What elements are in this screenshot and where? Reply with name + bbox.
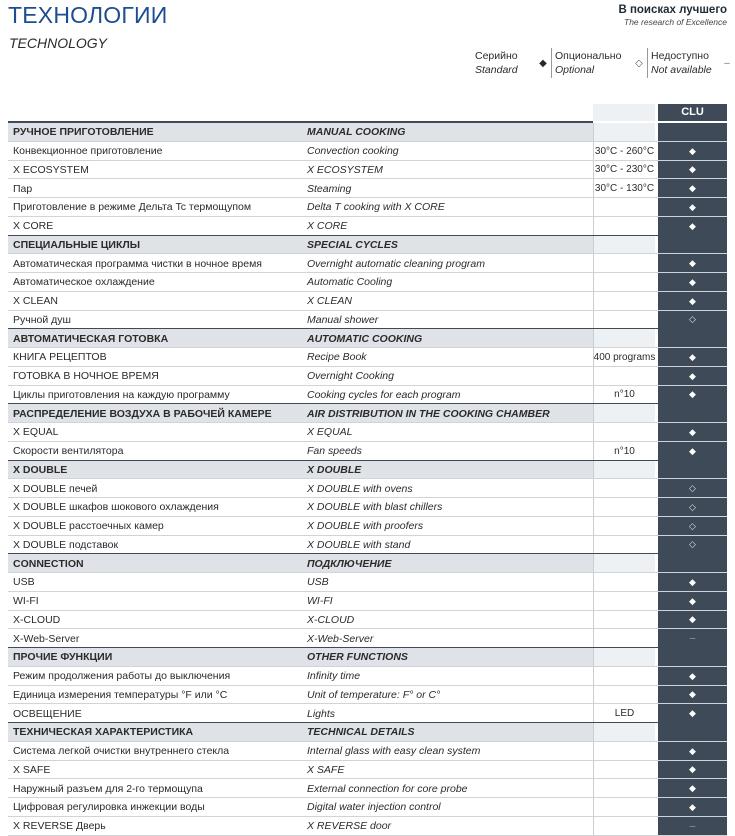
- feature-value: [593, 761, 655, 780]
- table-row: [8, 536, 727, 555]
- feature-name-en: X ECOSYSTEM: [307, 163, 383, 176]
- section-title-ru: РАСПРЕДЕЛЕНИЕ ВОЗДУХА В РАБОЧЕЙ КАМЕРЕ: [13, 407, 272, 420]
- feature-value: n°10: [593, 442, 655, 461]
- feature-value: [593, 423, 655, 442]
- dash-icon: –: [689, 633, 696, 645]
- feature-value: [593, 554, 655, 573]
- table-row: [8, 423, 727, 442]
- section-title-en: OTHER FUNCTIONS: [307, 651, 408, 664]
- feature-name-en: Overnight Cooking: [307, 370, 394, 383]
- feature-name-en: X EQUAL: [307, 426, 353, 439]
- section-row: [8, 648, 727, 667]
- clu-availability: [658, 648, 727, 667]
- table-row: [8, 798, 727, 817]
- feature-name-ru: X ECOSYSTEM: [13, 163, 89, 176]
- filled-diamond-icon: ◆: [689, 426, 696, 437]
- feature-name-en: Manual shower: [307, 313, 379, 326]
- feature-name-en: Internal glass with easy clean system: [307, 745, 481, 758]
- feature-name-en: X CORE: [307, 220, 348, 233]
- feature-name-ru: USB: [13, 576, 35, 589]
- feature-name-ru: Циклы приготовления на каждую программу: [13, 388, 230, 401]
- filled-diamond-icon: ◆: [689, 745, 696, 756]
- filled-diamond-icon: ◆: [689, 764, 696, 775]
- feature-value: [593, 217, 655, 236]
- feature-name-ru: Режим продолжения работы до выключения: [13, 670, 231, 683]
- hollow-diamond-icon: ◇: [689, 539, 696, 550]
- table-body: [8, 123, 727, 836]
- table-row: [8, 817, 727, 836]
- section-title-en: AIR DISTRIBUTION IN THE COOKING CHAMBER: [307, 407, 550, 420]
- clu-availability: [658, 123, 727, 142]
- brand-slogan-en: The research of Excellence: [624, 17, 727, 27]
- feature-value: [593, 404, 655, 423]
- legend-optional-en: Optional: [555, 64, 595, 76]
- table-row: [8, 217, 727, 236]
- feature-name-en: Lights: [307, 707, 336, 720]
- section-row: [8, 329, 727, 348]
- filled-diamond-icon: ◆: [689, 145, 696, 156]
- feature-name-ru: WI-FI: [13, 595, 39, 608]
- feature-value: [593, 517, 655, 536]
- clu-availability: [658, 573, 727, 592]
- table-row: [8, 573, 727, 592]
- table-row: [8, 273, 727, 292]
- table-row: [8, 667, 727, 686]
- clu-availability: [658, 198, 727, 217]
- filled-diamond-icon: ◆: [689, 351, 696, 362]
- filled-diamond-icon: ◆: [689, 670, 696, 681]
- filled-diamond-icon: ◆: [689, 783, 696, 794]
- legend: [472, 48, 735, 78]
- feature-value: 30°C - 230°C: [593, 161, 655, 180]
- feature-name-en: Recipe Book: [307, 351, 367, 364]
- filled-diamond-icon: ◆: [689, 445, 696, 456]
- table-row: [8, 442, 727, 461]
- feature-name-ru: Система легкой очистки внутреннего стекла: [13, 745, 230, 758]
- clu-availability: [658, 667, 727, 686]
- hollow-diamond-icon: ◇: [689, 501, 696, 512]
- clu-availability: [658, 461, 727, 480]
- section-row: [8, 236, 727, 255]
- table-row: [8, 517, 727, 536]
- clu-availability: [658, 442, 727, 461]
- filled-diamond-icon: ◆: [689, 220, 696, 231]
- filled-diamond-icon: ◆: [689, 201, 696, 212]
- feature-value: [593, 817, 655, 836]
- feature-value: [593, 329, 655, 348]
- clu-availability: [658, 423, 727, 442]
- feature-name-ru: Цифровая регулировка инжекции воды: [13, 801, 205, 814]
- section-title-en: AUTOMATIC COOKING: [307, 332, 423, 345]
- legend-standard-en: Standard: [475, 64, 518, 76]
- section-title-ru: X DOUBLE: [13, 463, 68, 476]
- row-divider: [8, 835, 727, 836]
- clu-availability: [658, 311, 727, 330]
- feature-value: [593, 198, 655, 217]
- feature-name-ru: X DOUBLE расстоечных камер: [13, 520, 164, 533]
- feature-value: 400 programs: [593, 348, 655, 367]
- section-title-ru: ТЕХНИЧЕСКАЯ ХАРАКТЕРИСТИКА: [13, 726, 194, 739]
- feature-name-ru: Автоматическое охлаждение: [13, 276, 155, 289]
- feature-value: [593, 479, 655, 498]
- filled-diamond-icon: ◆: [689, 614, 696, 625]
- clu-availability: [658, 142, 727, 161]
- section-title-ru: СПЕЦИАЛЬНЫЕ ЦИКЛЫ: [13, 238, 141, 251]
- feature-name-en: External connection for core probe: [307, 782, 468, 795]
- table-row: [8, 161, 727, 180]
- feature-name-en: Convection cooking: [307, 145, 399, 158]
- filled-diamond-icon: ◆: [689, 708, 696, 719]
- feature-name-en: X-CLOUD: [307, 613, 355, 626]
- feature-value: [593, 798, 655, 817]
- table-row: [8, 761, 727, 780]
- feature-name-ru: X EQUAL: [13, 426, 59, 439]
- clu-availability: [658, 367, 727, 386]
- clu-availability: [658, 329, 727, 348]
- filled-diamond-icon: ◆: [689, 276, 696, 287]
- feature-name-en: X DOUBLE with blast chillers: [307, 501, 443, 514]
- clu-availability: [658, 479, 727, 498]
- feature-value: [593, 236, 655, 255]
- hollow-diamond-icon: ◇: [689, 520, 696, 531]
- hollow-diamond-icon: ◇: [689, 483, 696, 494]
- feature-name-en: USB: [307, 576, 329, 589]
- dash-icon: –: [724, 57, 730, 69]
- filled-diamond-icon: ◆: [689, 370, 696, 381]
- feature-name-en: Digital water injection control: [307, 801, 441, 814]
- section-title-en: ПОДКЛЮЧЕНИЕ: [307, 557, 392, 570]
- table-row: [8, 742, 727, 761]
- table-row: [8, 592, 727, 611]
- feature-name-ru: Пар: [13, 182, 33, 195]
- feature-name-ru: X DOUBLE подставок: [13, 538, 119, 551]
- table-row: [8, 292, 727, 311]
- feature-name-ru: Автоматическая программа чистки в ночное время: [13, 257, 262, 270]
- feature-name-en: X DOUBLE with ovens: [307, 482, 413, 495]
- legend-not-available: [647, 48, 735, 78]
- feature-name-ru: X CORE: [13, 220, 54, 233]
- feature-name-ru: Единица измерения температуры °F или °С: [13, 688, 228, 701]
- table-row: [8, 686, 727, 705]
- section-band: [8, 554, 593, 573]
- feature-name-en: X CLEAN: [307, 295, 352, 308]
- features-table: [8, 104, 727, 836]
- clu-availability: [658, 817, 727, 836]
- legend-optional-ru: Опционально: [555, 50, 622, 62]
- feature-name-ru: Наружный разъем для 2-го термощупа: [13, 782, 203, 795]
- clu-availability: [658, 348, 727, 367]
- hollow-diamond-icon: ◇: [689, 314, 696, 325]
- section-title-en: SPECIAL CYCLES: [307, 238, 398, 251]
- section-title-en: TECHNICAL DETAILS: [307, 726, 415, 739]
- clu-availability: [658, 592, 727, 611]
- filled-diamond-icon: ◆: [689, 164, 696, 175]
- value-column-header: [593, 104, 655, 121]
- clu-availability: [658, 273, 727, 292]
- feature-name-ru: Ручной душ: [13, 313, 71, 326]
- section-band: [8, 461, 593, 480]
- clu-availability: [658, 498, 727, 517]
- clu-availability: [658, 161, 727, 180]
- feature-value: [593, 629, 655, 648]
- feature-value: [593, 123, 655, 142]
- feature-name-ru: X SAFE: [13, 763, 51, 776]
- page-subtitle: TECHNOLOGY: [9, 35, 108, 51]
- section-title-ru: АВТОМАТИЧЕСКАЯ ГОТОВКА: [13, 332, 169, 345]
- feature-name-ru: X-Web-Server: [13, 632, 80, 645]
- feature-name-en: Steaming: [307, 182, 352, 195]
- feature-name-ru: Приготовление в режиме Дельта Tc термощупом: [13, 201, 252, 214]
- section-row: [8, 554, 727, 573]
- filled-diamond-icon: ◆: [689, 295, 696, 306]
- table-row: [8, 179, 727, 198]
- table-row: [8, 498, 727, 517]
- feature-value: [593, 667, 655, 686]
- feature-name-en: X DOUBLE with proofers: [307, 520, 424, 533]
- feature-value: [593, 686, 655, 705]
- feature-value: [593, 723, 655, 742]
- clu-availability: [658, 704, 727, 723]
- page-title: ТЕХНОЛОГИИ: [8, 2, 168, 28]
- feature-name-en: X SAFE: [307, 763, 345, 776]
- feature-name-ru: Скорости вентилятора: [13, 445, 124, 458]
- section-title-en: MANUAL COOKING: [307, 126, 406, 139]
- section-row: [8, 123, 727, 142]
- clu-availability: [658, 761, 727, 780]
- section-title-ru: CONNECTION: [13, 557, 84, 570]
- table-row: [8, 704, 727, 723]
- table-row: [8, 142, 727, 161]
- feature-name-en: Fan speeds: [307, 445, 362, 458]
- clu-availability: [658, 686, 727, 705]
- feature-value: [593, 611, 655, 630]
- feature-name-ru: ОСВЕЩЕНИЕ: [13, 707, 82, 720]
- brand-block: [618, 4, 727, 27]
- feature-name-en: Infinity time: [307, 670, 361, 683]
- feature-name-en: Unit of temperature: F° or C°: [307, 688, 441, 701]
- feature-value: [593, 254, 655, 273]
- filled-diamond-icon: ◆: [689, 595, 696, 606]
- feature-name-ru: Конвекционное приготовление: [13, 145, 163, 158]
- section-title-ru: РУЧНОЕ ПРИГОТОВЛЕНИЕ: [13, 126, 154, 139]
- brand-slogan: В поисках лучшего: [618, 4, 727, 16]
- feature-name-en: X DOUBLE with stand: [307, 538, 411, 551]
- feature-name-ru: X DOUBLE шкафов шокового охлаждения: [13, 501, 219, 514]
- legend-na-ru: Недоступно: [651, 50, 709, 62]
- feature-value: [593, 292, 655, 311]
- feature-value: [593, 573, 655, 592]
- table-row: [8, 611, 727, 630]
- table-row: [8, 348, 727, 367]
- clu-availability: [658, 798, 727, 817]
- legend-standard: [472, 48, 551, 78]
- feature-value: [593, 648, 655, 667]
- filled-diamond-icon: ◆: [689, 183, 696, 194]
- feature-name-en: X REVERSE door: [307, 820, 392, 833]
- section-row: [8, 404, 727, 423]
- clu-availability: [658, 611, 727, 630]
- feature-name-en: WI-FI: [307, 595, 333, 608]
- filled-diamond-icon: ◆: [689, 258, 696, 269]
- feature-value: 30°C - 130°C: [593, 179, 655, 198]
- legend-na-en: Not available: [651, 64, 712, 76]
- feature-value: [593, 311, 655, 330]
- table-row: [8, 254, 727, 273]
- section-row: [8, 461, 727, 480]
- clu-availability: [658, 742, 727, 761]
- table-row: [8, 311, 727, 330]
- clu-availability: [658, 386, 727, 405]
- feature-value: [593, 461, 655, 480]
- filled-diamond-icon: ◆: [689, 389, 696, 400]
- feature-value: [593, 273, 655, 292]
- clu-availability: [658, 236, 727, 255]
- feature-name-en: Overnight automatic cleaning program: [307, 257, 486, 270]
- feature-name-en: Delta T cooking with X CORE: [307, 201, 445, 214]
- feature-value: [593, 592, 655, 611]
- table-row: [8, 479, 727, 498]
- feature-value: n°10: [593, 386, 655, 405]
- clu-availability: [658, 254, 727, 273]
- filled-diamond-icon: ◆: [539, 57, 547, 69]
- table-row: [8, 386, 727, 405]
- table-row: [8, 367, 727, 386]
- clu-availability: [658, 536, 727, 555]
- table-header: [8, 104, 727, 121]
- feature-name-ru: КНИГА РЕЦЕПТОВ: [13, 351, 107, 364]
- section-title-ru: ПРОЧИЕ ФУНКЦИИ: [13, 651, 113, 664]
- feature-name-ru: ГОТОВКА В НОЧНОЕ ВРЕМЯ: [13, 370, 159, 383]
- clu-availability: [658, 554, 727, 573]
- clu-availability: [658, 629, 727, 648]
- clu-column-header: CLU: [658, 104, 727, 121]
- filled-diamond-icon: ◆: [689, 576, 696, 587]
- filled-diamond-icon: ◆: [689, 689, 696, 700]
- feature-name-en: Automatic Cooling: [307, 276, 393, 289]
- filled-diamond-icon: ◆: [689, 801, 696, 812]
- table-row: [8, 629, 727, 648]
- feature-name-ru: X DOUBLE печей: [13, 482, 98, 495]
- feature-name-en: Cooking cycles for each program: [307, 388, 461, 401]
- feature-name-ru: X CLEAN: [13, 295, 58, 308]
- clu-availability: [658, 404, 727, 423]
- clu-availability: [658, 292, 727, 311]
- feature-value: [593, 742, 655, 761]
- clu-availability: [658, 723, 727, 742]
- feature-value: 30°C - 260°C: [593, 142, 655, 161]
- section-title-en: X DOUBLE: [307, 463, 362, 476]
- clu-availability: [658, 179, 727, 198]
- clu-availability: [658, 217, 727, 236]
- hollow-diamond-icon: ◇: [635, 57, 643, 69]
- feature-value: [593, 779, 655, 798]
- feature-name-ru: X REVERSE Дверь: [13, 820, 106, 833]
- clu-availability: [658, 779, 727, 798]
- feature-value: [593, 536, 655, 555]
- feature-name-en: X-Web-Server: [307, 632, 374, 645]
- table-row: [8, 198, 727, 217]
- legend-standard-ru: Серийно: [475, 50, 518, 62]
- table-row: [8, 779, 727, 798]
- feature-value: [593, 498, 655, 517]
- legend-optional: [551, 48, 647, 78]
- feature-value: LED: [593, 704, 655, 723]
- clu-availability: [658, 517, 727, 536]
- dash-icon: –: [689, 820, 696, 832]
- feature-name-ru: X-CLOUD: [13, 613, 61, 626]
- feature-value: [593, 367, 655, 386]
- section-row: [8, 723, 727, 742]
